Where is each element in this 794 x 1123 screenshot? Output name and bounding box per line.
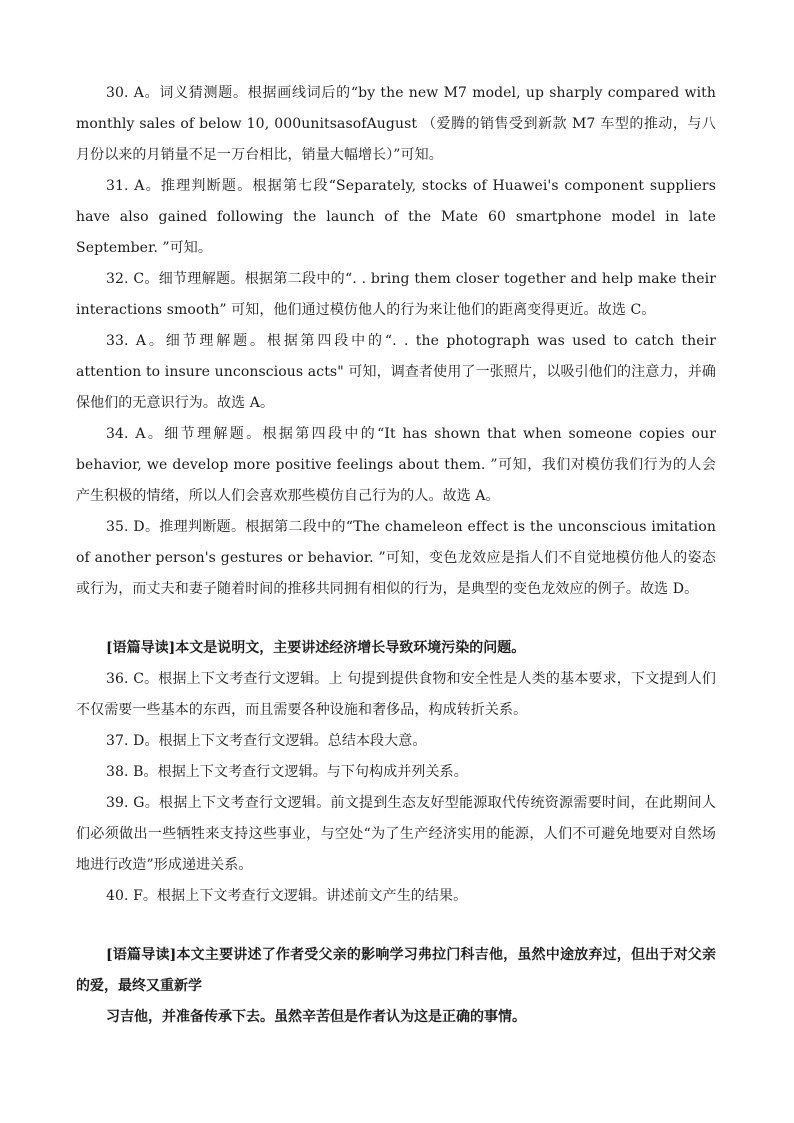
answer-33: 33. A。细节理解题。根据第四段中的“. . the photograph was used to catch their attention to insure unconscious acts" 可知，调查者使用了一张照片，以吸引他们的注意力，并确保他们的无意识行为。故选 A。: [76, 333, 716, 411]
section-spacer: [76, 605, 716, 633]
answer-40: 40. F。根据上下文考查行文逻辑。讲述前文产生的结果。: [106, 888, 468, 904]
answer-37: 37. D。根据上下文考查行文逻辑。总结本段大意。: [106, 733, 427, 749]
reading-guide-2-line1: [语篇导读]本文主要讲述了作者受父亲的影响学习弗拉门科吉他，虽然中途放弃过，但出于对父亲的爱，最终又重新学: [76, 947, 716, 994]
answer-32: 32. C。细节理解题。根据第二段中的“. . bring them closer together and help make their interactions smooth” 可知，他们通过模仿他人的行为来让他们的距离变得更近。故选 C。: [76, 271, 716, 318]
answer-34: 34. A。细节理解题。根据第四段中的“It has shown that when someone copies our behavior, we develop more positive feelings about them. ”可知，我们对模仿我们行为的人会产生积极的情绪，所以人们会喜欢那些模仿自己行为的人。故选 A。: [76, 426, 716, 504]
document-body: [76, 78, 716, 1033]
answer-31: 31. A。推理判断题。根据第七段“Separately, stocks of Huawei's component suppliers have also gained following the launch of the Mate 60 smartphone model in late September. ”可知。: [76, 178, 716, 256]
section-spacer: [76, 912, 716, 940]
reading-guide-2-line2: 习吉他，并准备传承下去。虽然辛苦但是作者认为这是正确的事情。: [106, 1009, 526, 1025]
reading-guide-1: [语篇导读]本文是说明文，主要讲述经济增长导致环境污染的问题。: [106, 640, 526, 656]
answer-39: 39. G。根据上下文考查行文逻辑。前文提到生态友好型能源取代传统资源需要时间，在此期间人们必须做出一些牺牲来支持这些事业，与空处“为了生产经济实用的能源，人们不可避免地要对自然场地进行改造”形成递进关系。: [76, 795, 716, 873]
answer-38: 38. B。根据上下文考查行文逻辑。与下句构成并列关系。: [106, 764, 468, 780]
answer-36: 36. C。根据上下文考查行文逻辑。上 句提到提供食物和安全性是人类的基本要求，下文提到人们不仅需要一些基本的东西，而且需要各种设施和奢侈品，构成转折关系。: [76, 671, 716, 718]
answer-35: 35. D。推理判断题。根据第二段中的“The chameleon effect is the unconscious imitation of another person's gestures or behavior. ”可知，变色龙效应是指人们不自觉地模仿他人的姿态或行为，而丈夫和妻子随着时间的推移共同拥有相似的行为，是典型的变色龙效应的例子。故选 D。: [76, 519, 716, 597]
answer-30: 30. A。词义猜测题。根据画线词后的“by the new M7 model, up sharply compared with monthly sales of below 10, 000unitsasofAugust （爱腾的销售受到新款 M7 车型的推动，与八月份以来的月销量不足一万台相比，销量大幅增长）”可知。: [76, 85, 716, 163]
